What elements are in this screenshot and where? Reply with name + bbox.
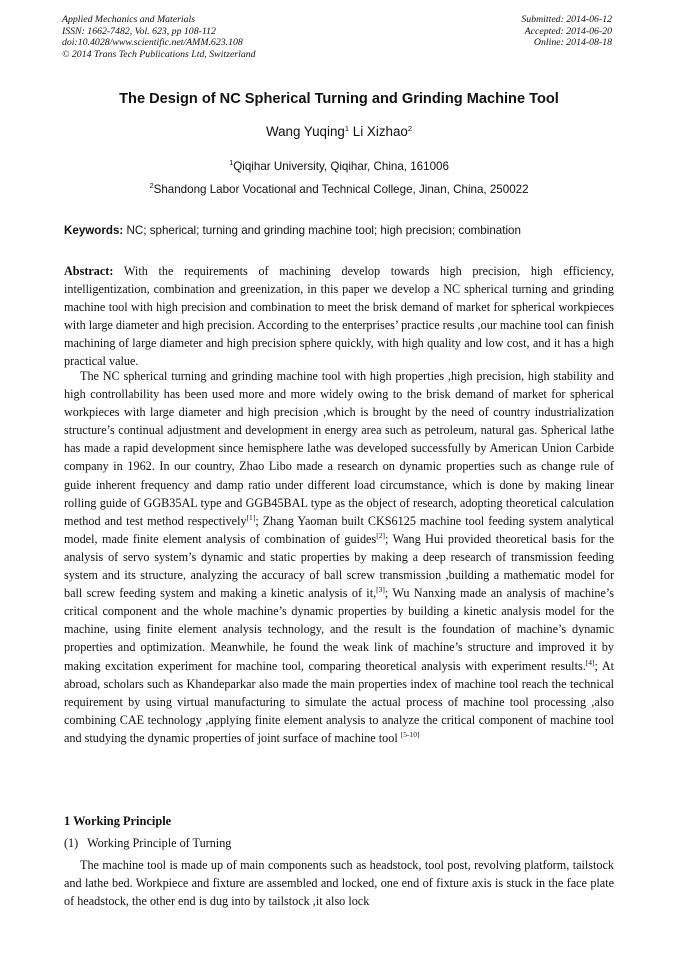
abstract-label: Abstract: — [64, 264, 114, 278]
citation: [4] — [585, 657, 595, 667]
affiliation-1 — [0, 160, 678, 173]
submitted-date: Submitted: 2014-06-12 — [521, 14, 612, 25]
intro-text: The NC spherical turning and grinding machine tool with high properties ,high precision, high stability and high controllability has been used more and more widely owing to the brisk demand of market for spherical workpieces with large diameter and high precision ,which is brought by the need of country industrialization structure’s continual adjustment and development in energy area such as petroleum, natural gas. Spherical lathe has made a rapid development since hemisphere lathe was developed successfully by American Union Carbide company in 1962. In our country, Zhao Libo made a research on dynamic properties such as change rule of guide inherent frequency and damp ratio under different load circumstance, which is done by making linear rolling guide of GGB35AL type and GGB45BAL type as the object of research, adopting theoretical calculation method and test method respectively — [64, 369, 614, 528]
affiliation-marker: 1 — [229, 158, 234, 167]
journal-name: Applied Mechanics and Materials — [62, 14, 196, 25]
issn-line: ISSN: 1662-7482, Vol. 623, pp 108-112 — [62, 25, 216, 37]
abstract — [64, 262, 614, 371]
accepted-date: Accepted: 2014-06-20 — [524, 25, 612, 37]
affiliation-text: Shandong Labor Vocational and Technical College, Jinan, China, 250022 — [153, 183, 529, 196]
affiliation-marker: 2 — [149, 181, 154, 190]
section-heading: 1 Working Principle — [64, 814, 172, 828]
affiliation-2 — [0, 183, 678, 196]
intro-text: ; At abroad, scholars such as Khandeparkar also made the main properties index of machine tool reach the technical requirement by using virtual manufacturing to simulate the actual process of machine tool processing ,also combining CAE technology ,applying finite element analysis to analyze the critical component of machine tool and studying the dynamic properties of joint surface of machine tool — [64, 658, 615, 745]
author-name: Wang Yuqing — [265, 124, 345, 139]
affiliation-marker: 2 — [407, 124, 413, 133]
affiliation-marker: 1 — [344, 124, 350, 133]
copyright-line: © 2014 Trans Tech Publications Ltd, Switzerland — [62, 48, 256, 60]
keywords-text: NC; spherical; turning and grinding machine tool; high precision; combination — [126, 224, 521, 237]
doi-line: doi:10.4028/www.scientific.net/AMM.623.108 — [62, 37, 243, 48]
abstract-text: With the requirements of machining develop towards high precision, high efficiency, intelligentization, combination and greenization, in this paper we develop a NC spherical turning and grinding machine tool with high precision and combination to meet the brisk demand of market for spherical workpieces with large diameter and high precision. According to the enterprises’ practice results ,our machine tool can finish machining of large diameter and high precision sphere quickly, with high quality and low cost, and it has a high practical value. — [64, 264, 614, 369]
intro-text: ; Wu Nanxing made an analysis of machine’s critical component and the whole machine’s dynamic properties by building a kinetic analysis model for the machine, using finite element analysis technology, and the result is the foundation of machine’s dynamic properties and optimization. Meanwhile, he found the weak link of machine’s structure and improved it by making excitation experiment for machine tool, comparing theoretical analysis with experiment results. — [64, 586, 615, 673]
introduction-paragraph — [64, 367, 614, 747]
section-paragraph — [64, 856, 614, 910]
journal-header — [62, 14, 256, 60]
author-name: Li Xizhao — [352, 124, 408, 139]
keywords-label: Keywords: — [64, 224, 124, 237]
keywords — [64, 224, 624, 237]
citation: [1] — [246, 512, 256, 522]
paper-title: The Design of NC Spherical Turning and Grinding Machine Tool — [119, 91, 559, 107]
affiliation-text: Qiqihar University, Qiqihar, China, 161006 — [233, 160, 449, 173]
citation: [2] — [376, 530, 385, 540]
section-text: The machine tool is made up of main components such as headstock, tool post, revolving platform, tailstock and lathe bed. Workpiece and fixture are assembled and locked, one end of fixture axis is stuck in the face plate of headstock, the other end is dug into by tailstock ,it also lock — [64, 858, 614, 909]
subsection-heading: (1) Working Principle of Turning — [64, 836, 232, 850]
intro-text: ; Wang Hui provided theoretical basis for the analysis of servo system’s dynamic and static properties by making a deep research of transmission feeding system and its structure, analyzing the accuracy of ball screw transmission ,building a mathematic model for ball screw feeding system and making a kinetic analysis of it, — [64, 531, 615, 601]
author-line — [0, 124, 678, 139]
citation: [3] — [376, 585, 385, 595]
citation: [5-10] — [400, 729, 420, 739]
intro-text: ; Zhang Yaoman built CKS6125 machine tool feeding system analytical model, made finite element analysis of combination of guides — [64, 513, 614, 546]
online-date: Online: 2014-08-18 — [533, 37, 612, 48]
dates-header — [521, 14, 612, 49]
